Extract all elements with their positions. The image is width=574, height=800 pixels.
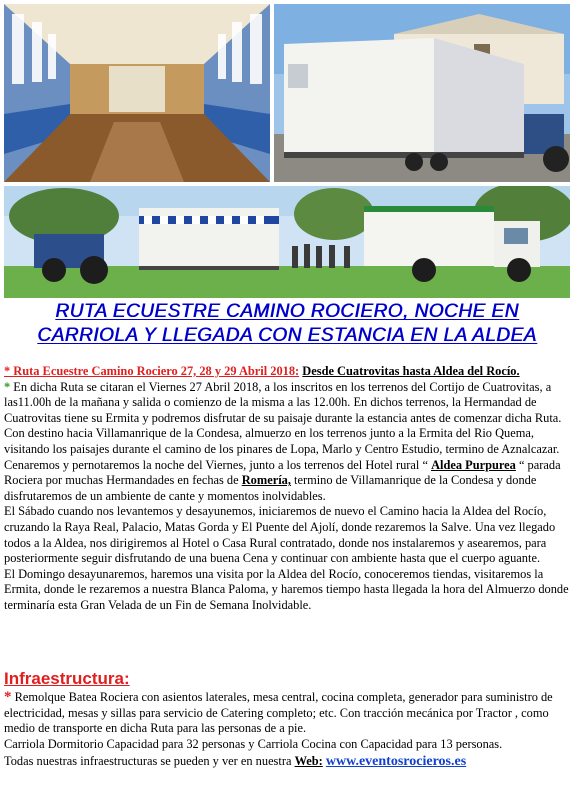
paragraph-friday: [4, 380, 570, 505]
romeria-label: Romería,: [241, 473, 291, 488]
web-label: Web:: [294, 754, 323, 769]
bullet-star: *: [4, 379, 11, 394]
infra-text-1: Remolque Batea Rociera con asientos laterales, mesa central, cocina completa, generador para suministro de electricidad, mesas y sillas para servicio de Catering completo; etc. Con tracción mecánica por Tractor , como medio de transporte en dicha Ruta para las personas de a pie.: [4, 690, 553, 736]
page-title-line1: RUTA ECUESTRE CAMINO ROCIERO, NOCHE EN: [55, 301, 519, 322]
infra-web-line: [4, 754, 570, 770]
paragraph-friday-a: En dicha Ruta se citaran el Viernes 27 Abril 2018, a los inscritos en los terrenos del Cortijo de Cuatrovitas, a las11.00h de la mañana y salida o comienzo de la misma a las 12.00h. En dichos terrenos, la Hermandad de Cuatrovitas tiene su Ermita y podremos disfrutar de su paisaje durante la estancia antes de comenzar dicha Ruta. Con destino hacia Villamanrique de la Condesa, almuerzo en los terrenos junto a la Ermita del Rio Quema, visitando los paisajes durante el camino de los pinares de Lopa, Marlo y Centro Estudio, termino de Aznalcazar. Cenaremos y pernotaremos la noche del Viernes, junto a los terrenos del Hotel rural “: [4, 379, 562, 472]
intro-route: Desde Cuatrovitas hasta Aldea del Rocío.: [302, 364, 520, 378]
infra-item: [4, 690, 570, 737]
paragraph-saturday: El Sábado cuando nos levantemos y desayunemos, iniciaremos de nuevo el Camino hacia la Aldea del Rocío, cruzando la Raya Real, Palacio, Matas Gorda y El Puente del Ajolí, donde rezaremos la Salve. Una vez llegado todos a la Aldea, nos dirigiremos al Hotel o Casa Rural contratado, donde nos instalaremos y asearemos, para posteriormente seguir disfrutando de una buena Cena y continuar con ambiente hasta que el cuerpo aguante.: [4, 504, 556, 566]
infra-text-3: Todas nuestras infraestructuras se pueden y ver en nuestra: [4, 754, 295, 769]
paragraph-friday-b: “ parada Rociera por muchas Hermandades en fechas de: [4, 457, 561, 488]
page-title-line2: CARRIOLA Y LLEGADA CON ESTANCIA EN LA ALDEA: [37, 325, 537, 346]
paragraph-sunday: El Domingo desayunaremos, haremos una visita por la Aldea del Rocío, conoceremos tiendas, visitaremos la Ermita, donde le rezaremos a nuestra Blanca Paloma, y haremos tiempo hasta llegada la hora del Almuerzo donde terminaría esta Gran Velada de un Fin de Semana Inolvidable.: [4, 566, 569, 612]
description-body: [4, 364, 570, 614]
photo-remolque-exterior: [274, 4, 570, 182]
web-link[interactable]: www.eventosrocieros.es: [325, 754, 467, 770]
photo-carriola-interior: [4, 4, 270, 182]
intro-dates: * Ruta Ecuestre Camino Rociero 27, 28 y 29 Abril 2018:: [4, 364, 300, 378]
photo-carriolas-campo: [4, 186, 570, 298]
infra-capacity: Carriola Dormitorio Capacidad para 32 personas y Carriola Cocina con Capacidad para 13 personas.: [4, 736, 503, 751]
aldea-purpurea-label: Aldea Purpurea: [431, 457, 516, 472]
intro-line: [4, 364, 570, 380]
paragraph-friday-c: termino de Villamanrique de la Condesa y donde disfrutaremos de un ambiente de cante y momentos inolvidables.: [4, 473, 537, 503]
infra-star: *: [4, 689, 12, 705]
infra-body: [4, 690, 570, 770]
infra-heading: Infraestructura:: [4, 669, 130, 688]
